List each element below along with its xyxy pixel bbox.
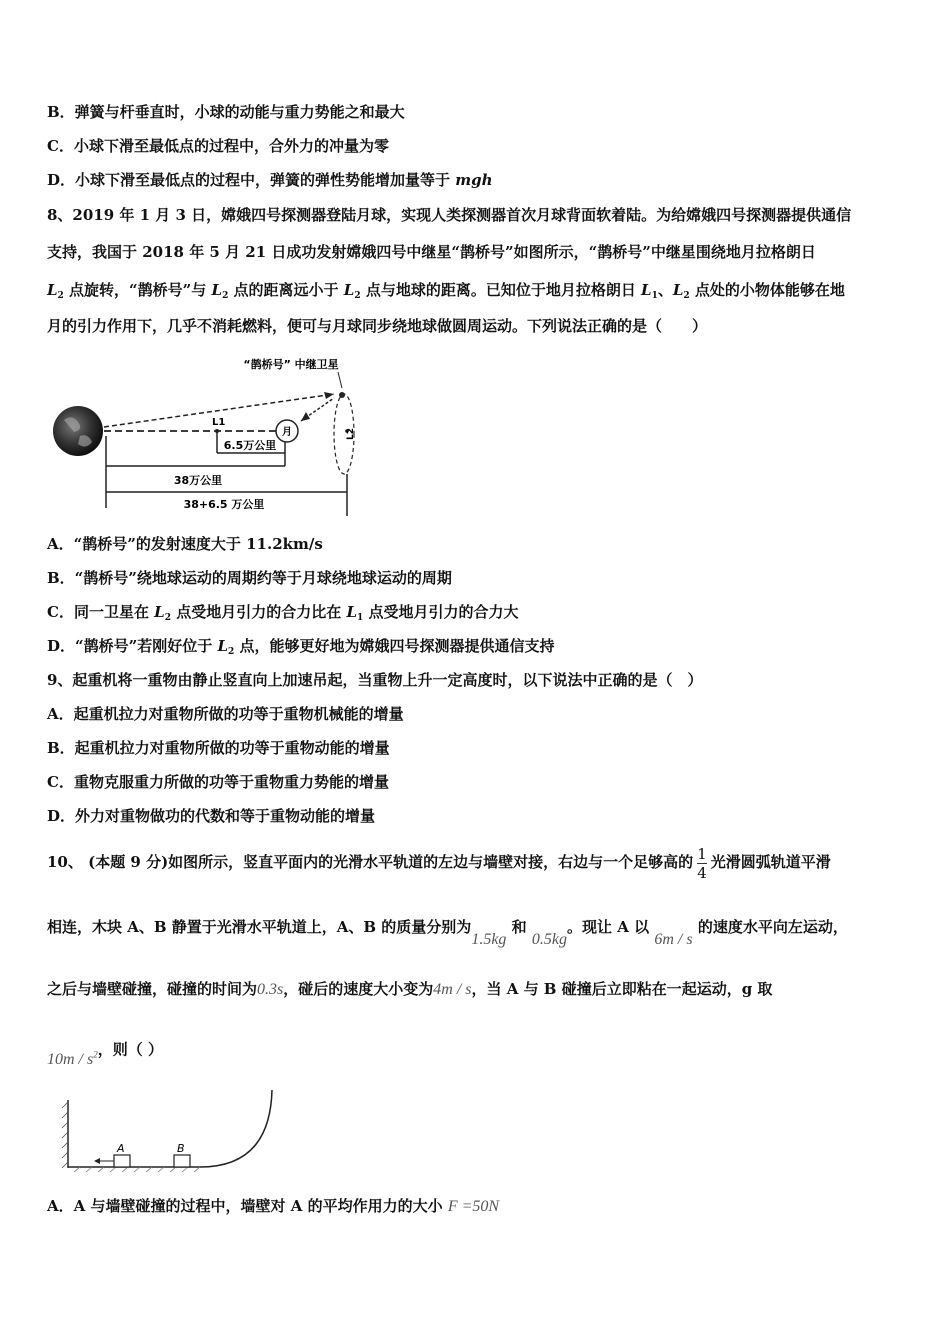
- q9-stem: 9、起重机将一重物由静止竖直向上加速吊起，当重物上升一定高度时，以下说法中正确的是（ ）: [47, 671, 703, 689]
- block-b: [174, 1155, 190, 1167]
- moon-label: 月: [282, 427, 292, 438]
- q9-option-c: C．重物克服重力所做的功等于重物重力势能的增量: [47, 773, 389, 791]
- block-a: [114, 1155, 130, 1167]
- average-force: F =50N: [447, 1198, 500, 1215]
- block-b-label: B: [177, 1142, 185, 1155]
- q10-stem-line2: 相连，木块 A、B 静置于光滑水平轨道上，A、B 的质量分别为1.5kg 和 0.5kg。现让 A 以 6m / s 的速度水平向左运动，: [47, 918, 848, 948]
- q10-stem-line4: $10m / s^2$，则（ ）: [47, 1040, 163, 1069]
- distance-38-label: 38万公里: [173, 474, 223, 487]
- wall-hatching: [62, 1102, 68, 1168]
- q8-option-d: D．“鹊桥号”若刚好位于 $L_2$ 点，能够更好地为嫦娥四号探测器提供通信支持: [47, 637, 555, 657]
- arrow-head-icon: [324, 392, 334, 399]
- arrow-head-icon: [301, 412, 310, 421]
- q8-option-a: A．“鹊桥号”的发射速度大于 11.2km/s: [47, 535, 323, 553]
- q8-option-b: B．“鹊桥号”绕地球运动的周期约等于月球绕地球运动的周期: [47, 569, 452, 587]
- q7-option-c: C．小球下滑至最低点的过程中，合外力的冲量为零: [47, 137, 389, 155]
- q10-stem-line1: 10、 (本题 9 分)如图所示，竖直平面内的光滑水平轨道的左边与墙壁对接，右边与一个足够高的 $\frac{1}{4}$ 光滑圆弧轨道平滑: [47, 844, 831, 882]
- q8-earth-moon-figure: [48, 348, 378, 524]
- q8-stem-line4: 月的引力作用下，几乎不消耗燃料，便可与月球同步绕地球做圆周运动。下列说法正确的是（ ）: [47, 317, 708, 335]
- q10-track-figure: [60, 1088, 280, 1174]
- q10-option-a: A．A 与墙壁碰撞的过程中，墙壁对 A 的平均作用力的大小 F =50N: [47, 1197, 500, 1215]
- q9-option-a: A．起重机拉力对重物所做的功等于重物机械能的增量: [47, 705, 404, 723]
- earth-icon: [53, 406, 103, 456]
- q9-option-d: D．外力对重物做功的代数和等于重物动能的增量: [47, 807, 376, 825]
- gravity-value: $10m / s^2$: [47, 1050, 98, 1069]
- q7-option-d-text: D．小球下滑至最低点的过程中，弹簧的弹性势能增加量等于: [47, 171, 456, 189]
- rebound-velocity: 4m / s: [433, 981, 472, 998]
- collision-time: 0.3s: [257, 981, 284, 998]
- initial-velocity: 6m / s: [654, 931, 693, 948]
- mass-a: 1.5kg: [471, 931, 507, 948]
- q8-stem-line3: $L_2$ 点旋转，“鹊桥号”与 $L_2$ 点的距离远小于 $L_2$ 点与地球的距离。已知位于地月拉格朗日 $L_1$、$L_2$ 点处的小物体能够在地: [47, 281, 845, 301]
- quarter-fraction: $\frac{1}{4}$: [697, 844, 707, 882]
- distance-44.5-label: 38+6.5 万公里: [183, 498, 265, 511]
- q8-stem-line1: 8、2019 年 1 月 3 日，嫦娥四号探测器登陆月球，实现人类探测器首次月球背面软着陆。为给嫦娥四号探测器提供通信: [47, 206, 852, 224]
- q7-option-b: B．弹簧与杆垂直时，小球的动能与重力势能之和最大: [47, 103, 405, 121]
- l1-label: L1: [212, 417, 226, 428]
- block-a-label: A: [117, 1142, 125, 1155]
- q9-option-b: B．起重机拉力对重物所做的功等于重物动能的增量: [47, 739, 390, 757]
- l2-label: L2: [346, 428, 356, 440]
- q10-stem-line3: 之后与墙壁碰撞，碰撞的时间为0.3s，碰后的速度大小变为4m / s，当 A 与 B 碰撞后立即粘在一起运动，g 取: [47, 980, 773, 998]
- arrow-left-icon: [94, 1158, 100, 1164]
- distance-6.5-label: 6.5万公里: [223, 439, 277, 452]
- mass-b: 0.5kg: [531, 931, 568, 948]
- track-with-arc: [68, 1090, 272, 1167]
- q8-stem-line2: 支持，我国于 2018 年 5 月 21 日成功发射嫦娥四号中继星“鹊桥号”如图所示，“鹊桥号”中继星围绕地月拉格朗日: [47, 243, 816, 261]
- satellite-pointer: [338, 372, 342, 388]
- q8-option-c: C．同一卫星在 $L_2$ 点受地月引力的合力比在 $L_1$ 点受地月引力的合力大: [47, 603, 519, 623]
- satellite-label: “鹊桥号” 中继卫星: [243, 358, 339, 371]
- q7-option-d-formula: mgh: [455, 171, 493, 189]
- q7-option-d: [47, 170, 493, 190]
- satellite-icon: [339, 392, 345, 398]
